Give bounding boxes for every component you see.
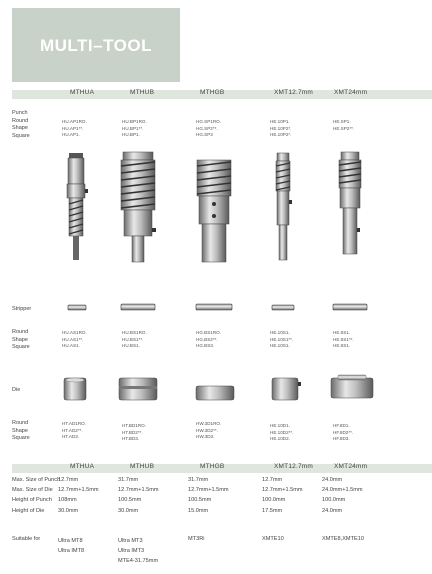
- die-images: [64, 375, 373, 400]
- code: HE.10D2.: [270, 436, 290, 441]
- spec-header-bar: [12, 464, 432, 473]
- die-codes-mthua: [62, 421, 86, 441]
- code: HE.10P2*.: [270, 125, 292, 131]
- spec-value: 12.7mm+1.5mm: [262, 487, 303, 493]
- suitable-value: Ultra MT3: [118, 538, 143, 544]
- spec-label-height-punch: Height of Punch: [12, 497, 52, 503]
- spec-value: 31.7mm: [118, 477, 139, 483]
- code: HW.3D3.: [196, 434, 215, 439]
- spec-value: 15.0mm: [188, 508, 209, 514]
- col-header-xmt127: XMT12.7mm: [274, 89, 314, 96]
- code: HG.BS1RO.: [196, 330, 222, 335]
- spec-value: 12.7mm: [58, 477, 79, 483]
- code: HE.10P2*.: [270, 132, 292, 137]
- label-shape: Shape: [12, 336, 28, 343]
- code: HW.3D1RO.: [196, 421, 222, 426]
- die-labels: [12, 420, 30, 443]
- label-round: Round: [12, 329, 29, 335]
- stripper-labels: [12, 329, 30, 352]
- label-square: Square: [12, 435, 30, 441]
- punch-xmt24-image: [339, 152, 361, 254]
- col-header-xmt24: XMT24mm: [334, 89, 368, 96]
- punch-mthua-image: [67, 153, 88, 260]
- code: HG.BS2**.: [196, 336, 218, 342]
- suitable-value: Ultra IMT3: [118, 548, 145, 554]
- spec-col-xmt24: XMT24mm: [334, 463, 368, 470]
- die-codes-xmt24: [333, 423, 353, 443]
- spec-value: 31.7mm: [188, 477, 209, 483]
- code: HG.SP2**.: [196, 125, 218, 131]
- code: HU.AS1.: [62, 343, 80, 348]
- suitable-mthgb: MT3Ri: [188, 536, 205, 542]
- spec-value: 100.5mm: [118, 497, 142, 503]
- page-title: MULTI–TOOL: [39, 36, 153, 55]
- spec-value: 24.0mm: [322, 477, 343, 483]
- suitable-xmt24: XMTE8,XMTE10: [322, 536, 364, 542]
- code: HU.BS1.: [122, 343, 140, 348]
- die-codes-xmt127: [270, 423, 294, 443]
- punch-heading: Punch: [12, 110, 28, 116]
- code: HT.BD3.: [122, 436, 140, 441]
- code: HU.AP1**.: [62, 125, 84, 131]
- spec-value: 24.0mm: [322, 508, 343, 514]
- col-header-mthub: MTHUB: [130, 89, 155, 96]
- stripper-codes-mthub: [122, 330, 147, 350]
- suitable-mthua: [58, 536, 84, 556]
- code: HE.10S1.: [270, 330, 290, 335]
- code: HU.AS1RO.: [62, 330, 87, 335]
- code: HF.8D1.: [333, 423, 350, 428]
- suitable-label: Suitable for: [12, 536, 41, 542]
- label-shape: Shape: [12, 427, 28, 434]
- stripper-heading: Stripper: [12, 306, 32, 312]
- stripper-codes-mthgb: [196, 330, 221, 350]
- code: HE.SP2**.: [333, 125, 355, 131]
- punch-xmt127-image: [276, 153, 292, 260]
- code: HG.SP3: [196, 132, 213, 137]
- code: HE.10D2**.: [270, 429, 294, 435]
- spec-value: 12.7mm: [262, 477, 283, 483]
- stripper-images: [68, 304, 367, 310]
- code: HU.BP1RO.: [122, 119, 147, 124]
- spec-col-mthua: MTHUA: [70, 463, 95, 470]
- col-header-mthua: MTHUA: [70, 89, 95, 96]
- spec-label-max-die: Max. Size of Die: [12, 487, 53, 493]
- code: HF.8D2**.: [333, 429, 354, 435]
- label-shape: Shape: [12, 125, 28, 131]
- spec-value: 108mm: [58, 497, 77, 503]
- code: HT.AD1RO.: [62, 421, 86, 426]
- spec-value: 100.5mm: [188, 497, 212, 503]
- code: HU.AP1.: [62, 132, 80, 137]
- code: HT.BD1RO.: [122, 423, 146, 428]
- code: HE.10S1.: [270, 343, 290, 348]
- code: HW.3D2**.: [196, 427, 218, 433]
- die-codes-mthgb: [196, 421, 221, 441]
- col-header-mthgb: MTHGB: [200, 89, 225, 96]
- spec-value: 24.0mm+1.5mm: [322, 487, 363, 493]
- code: HE.10P1.: [270, 119, 290, 124]
- suitable-mthub: [118, 536, 158, 566]
- code: HE.6S1.: [333, 343, 351, 348]
- code: HE.6S1**.: [333, 336, 354, 342]
- suitable-value: MTE4-31.75mm: [118, 558, 159, 564]
- spec-value: 30.0mm: [118, 508, 139, 514]
- code: HU.BS1**.: [122, 336, 144, 342]
- code: HU.BP1**.: [122, 125, 144, 131]
- code: HG.SP1RO.: [196, 119, 222, 124]
- code: HF.8D3.: [333, 436, 350, 441]
- label-round: Round: [12, 420, 29, 426]
- code: HU.AP1RO.: [62, 119, 87, 124]
- suitable-xmt127: XMTE10: [262, 536, 284, 542]
- spec-value: 12.7mm+1.5mm: [58, 487, 99, 493]
- spec-label-max-punch: Max. Size of Punch: [12, 477, 61, 483]
- code: HT.BD2**.: [122, 429, 143, 435]
- code: HU.BP1.: [122, 132, 140, 137]
- stripper-codes-xmt127: [270, 330, 293, 350]
- stripper-codes-xmt24: [333, 330, 354, 350]
- label-square: Square: [12, 132, 30, 139]
- spec-value: 100.0mm: [262, 497, 286, 503]
- spec-label-height-die: Height of Die: [12, 508, 45, 514]
- spec-value: 12.7mm+1.5mm: [118, 487, 159, 493]
- label-square: Square: [12, 344, 30, 350]
- spec-col-xmt127: XMT12.7mm: [274, 463, 314, 470]
- label-round: Round: [12, 117, 29, 124]
- suitable-value: Ultra MT8: [58, 538, 83, 544]
- code: HT.AD2**.: [62, 427, 83, 433]
- die-heading: Die: [12, 387, 21, 393]
- spec-value: 12.7mm+1.5mm: [188, 487, 229, 493]
- code: HE.10D1.: [270, 423, 290, 428]
- code: HE.6S1.: [333, 330, 351, 335]
- code: HU.AS1**.: [62, 336, 84, 342]
- spec-col-mthgb: MTHGB: [200, 463, 225, 470]
- punch-mthgb-image: [197, 160, 231, 262]
- stripper-codes-mthua: [62, 330, 87, 350]
- code: HU.BS1RO.: [122, 330, 147, 335]
- spec-value: 17.5mm: [262, 508, 283, 514]
- spec-value: 100.0mm: [322, 497, 346, 503]
- die-codes-mthub: [122, 423, 146, 443]
- code: HE.SP1.: [333, 119, 351, 124]
- code: HG.BS3.: [196, 343, 215, 348]
- spec-col-mthub: MTHUB: [130, 463, 155, 470]
- code: HT.AD3.: [62, 434, 80, 439]
- spec-value: 30.0mm: [58, 508, 79, 514]
- punch-mthub-image: [121, 152, 156, 262]
- code: HE.10S1**.: [270, 336, 294, 342]
- suitable-value: Ultra IMT8: [58, 548, 85, 554]
